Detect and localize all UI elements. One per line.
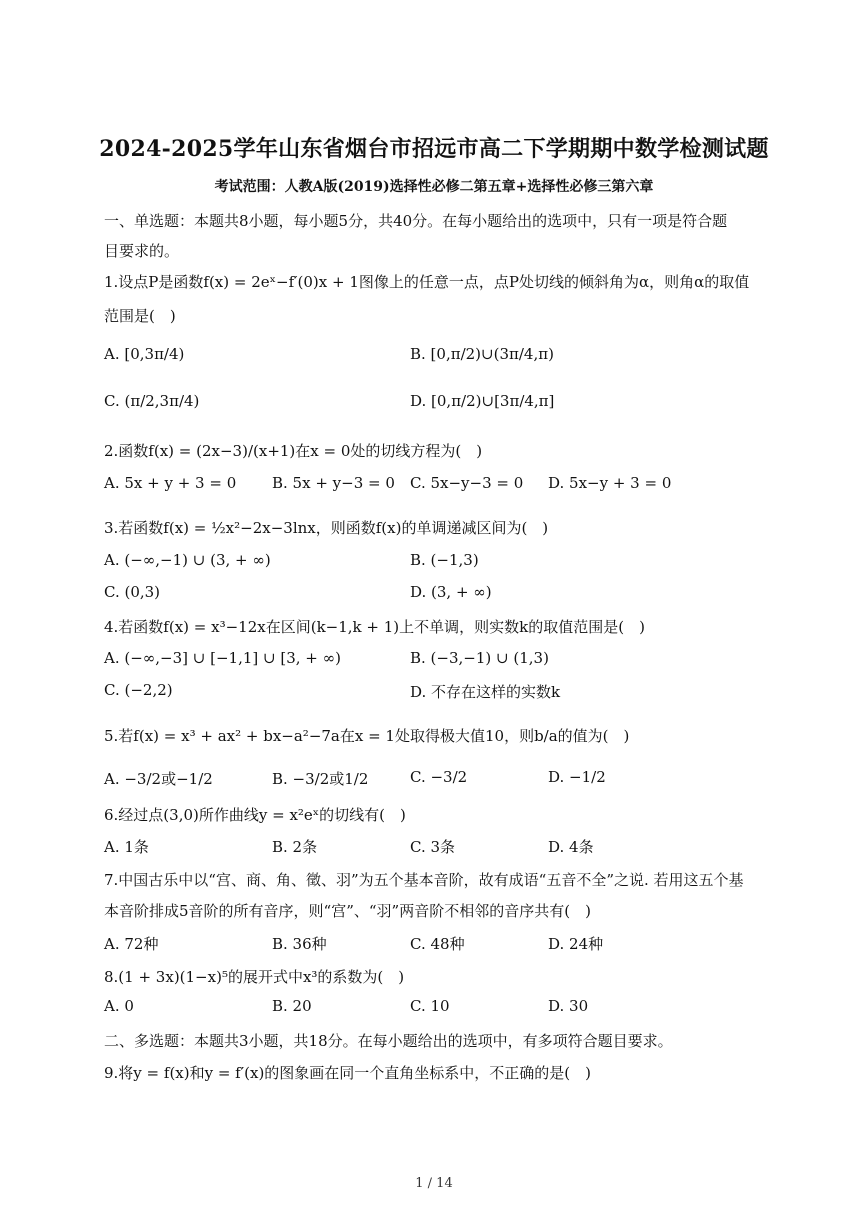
page-title: 2024-2025学年山东省烟台市招远市高二下学期期中数学检测试题 bbox=[99, 136, 769, 162]
section-multi-choice: 二、多选题：本题共3小题，共18分。在每小题给出的选项中，有多项符合题目要求。 bbox=[104, 1032, 673, 1050]
question-8-option-d: D. 30 bbox=[548, 997, 589, 1015]
page-number: 1 / 14 bbox=[415, 1176, 453, 1191]
question-6-option-a: A. 1条 bbox=[104, 838, 149, 856]
question-8-option-a: A. 0 bbox=[104, 997, 134, 1015]
question-3-option-d: D. (3, + ∞) bbox=[410, 583, 492, 601]
question-7-option-c: C. 48种 bbox=[410, 935, 465, 953]
question-6-option-c: C. 3条 bbox=[410, 838, 456, 856]
question-2-stem: 2.函数f(x) = (2x−3)/(x+1)在x = 0处的切线方程为( ) bbox=[104, 442, 483, 460]
question-1-option-c: C. (π/2,3π/4) bbox=[104, 392, 200, 410]
question-8-stem: 8.(1 + 3x)(1−x)⁵的展开式中x³的系数为( ) bbox=[104, 968, 405, 986]
question-7-option-a: A. 72种 bbox=[104, 935, 159, 953]
question-3-option-b: B. (−1,3) bbox=[410, 551, 479, 569]
question-4-stem: 4.若函数f(x) = x³−12x在区间(k−1,k + 1)上不单调，则实数k的取值范围是( ) bbox=[104, 618, 645, 636]
question-1-stem-cont: 范围是( ) bbox=[104, 307, 176, 325]
question-5-option-a: A. −3/2或−1/2 bbox=[104, 770, 213, 788]
exam-scope: 考试范围：人教A版(2019)选择性必修二第五章+选择性必修三第六章 bbox=[214, 179, 654, 195]
question-4-option-b: B. (−3,−1) ∪ (1,3) bbox=[410, 649, 549, 667]
question-5-stem: 5.若f(x) = x³ + ax² + bx−a²−7a在x = 1处取得极大值10，则b/a的值为( ) bbox=[104, 727, 630, 745]
question-6-stem: 6.经过点(3,0)所作曲线y = x²eˣ的切线有( ) bbox=[104, 806, 406, 824]
question-3-stem: 3.若函数f(x) = ½x²−2x−3lnx，则函数f(x)的单调递减区间为( ) bbox=[104, 519, 549, 537]
question-8-option-b: B. 20 bbox=[272, 997, 312, 1015]
question-2-option-b: B. 5x + y−3 = 0 bbox=[272, 474, 395, 492]
question-9-stem: 9.将y = f(x)和y = f′(x)的图象画在同一个直角坐标系中，不正确的是( ) bbox=[104, 1064, 592, 1082]
question-2-option-c: C. 5x−y−3 = 0 bbox=[410, 474, 524, 492]
question-1-option-a: A. [0,3π/4) bbox=[104, 345, 185, 363]
question-6-option-b: B. 2条 bbox=[272, 838, 318, 856]
section-single-choice-line2: 目要求的。 bbox=[104, 242, 180, 260]
question-1-option-d: D. [0,π/2)∪[3π/4,π] bbox=[410, 392, 555, 410]
question-3-option-a: A. (−∞,−1) ∪ (3, + ∞) bbox=[104, 551, 271, 569]
question-7-stem: 7.中国古乐中以“宫、商、角、徵、羽”为五个基本音阶，故有成语“五音不全”之说. 若用这五个基 bbox=[104, 871, 744, 889]
question-5-option-c: C. −3/2 bbox=[410, 768, 468, 786]
question-6-option-d: D. 4条 bbox=[548, 838, 594, 856]
question-5-option-b: B. −3/2或1/2 bbox=[272, 770, 369, 788]
question-3-option-c: C. (0,3) bbox=[104, 583, 161, 601]
question-4-option-a: A. (−∞,−3] ∪ [−1,1] ∪ [3, + ∞) bbox=[104, 649, 341, 667]
question-8-option-c: C. 10 bbox=[410, 997, 450, 1015]
question-4-option-d: D. 不存在这样的实数k bbox=[410, 683, 561, 701]
question-5-option-d: D. −1/2 bbox=[548, 768, 606, 786]
question-2-option-a: A. 5x + y + 3 = 0 bbox=[104, 474, 237, 492]
question-4-option-c: C. (−2,2) bbox=[104, 681, 173, 699]
section-single-choice-line1: 一、单选题：本题共8小题，每小题5分，共40分。在每小题给出的选项中，只有一项是符合题 bbox=[104, 212, 728, 230]
question-1-option-b: B. [0,π/2)∪(3π/4,π) bbox=[410, 345, 554, 363]
question-7-stem-cont: 本音阶排成5音阶的所有音序，则“宫”、“羽”两音阶不相邻的音序共有( ) bbox=[104, 902, 591, 920]
question-7-option-d: D. 24种 bbox=[548, 935, 604, 953]
question-1-stem: 1.设点P是函数f(x) = 2eˣ−f′(0)x + 1图像上的任意一点，点P处切线的倾斜角为α，则角α的取值 bbox=[104, 273, 750, 291]
question-7-option-b: B. 36种 bbox=[272, 935, 327, 953]
question-2-option-d: D. 5x−y + 3 = 0 bbox=[548, 474, 672, 492]
